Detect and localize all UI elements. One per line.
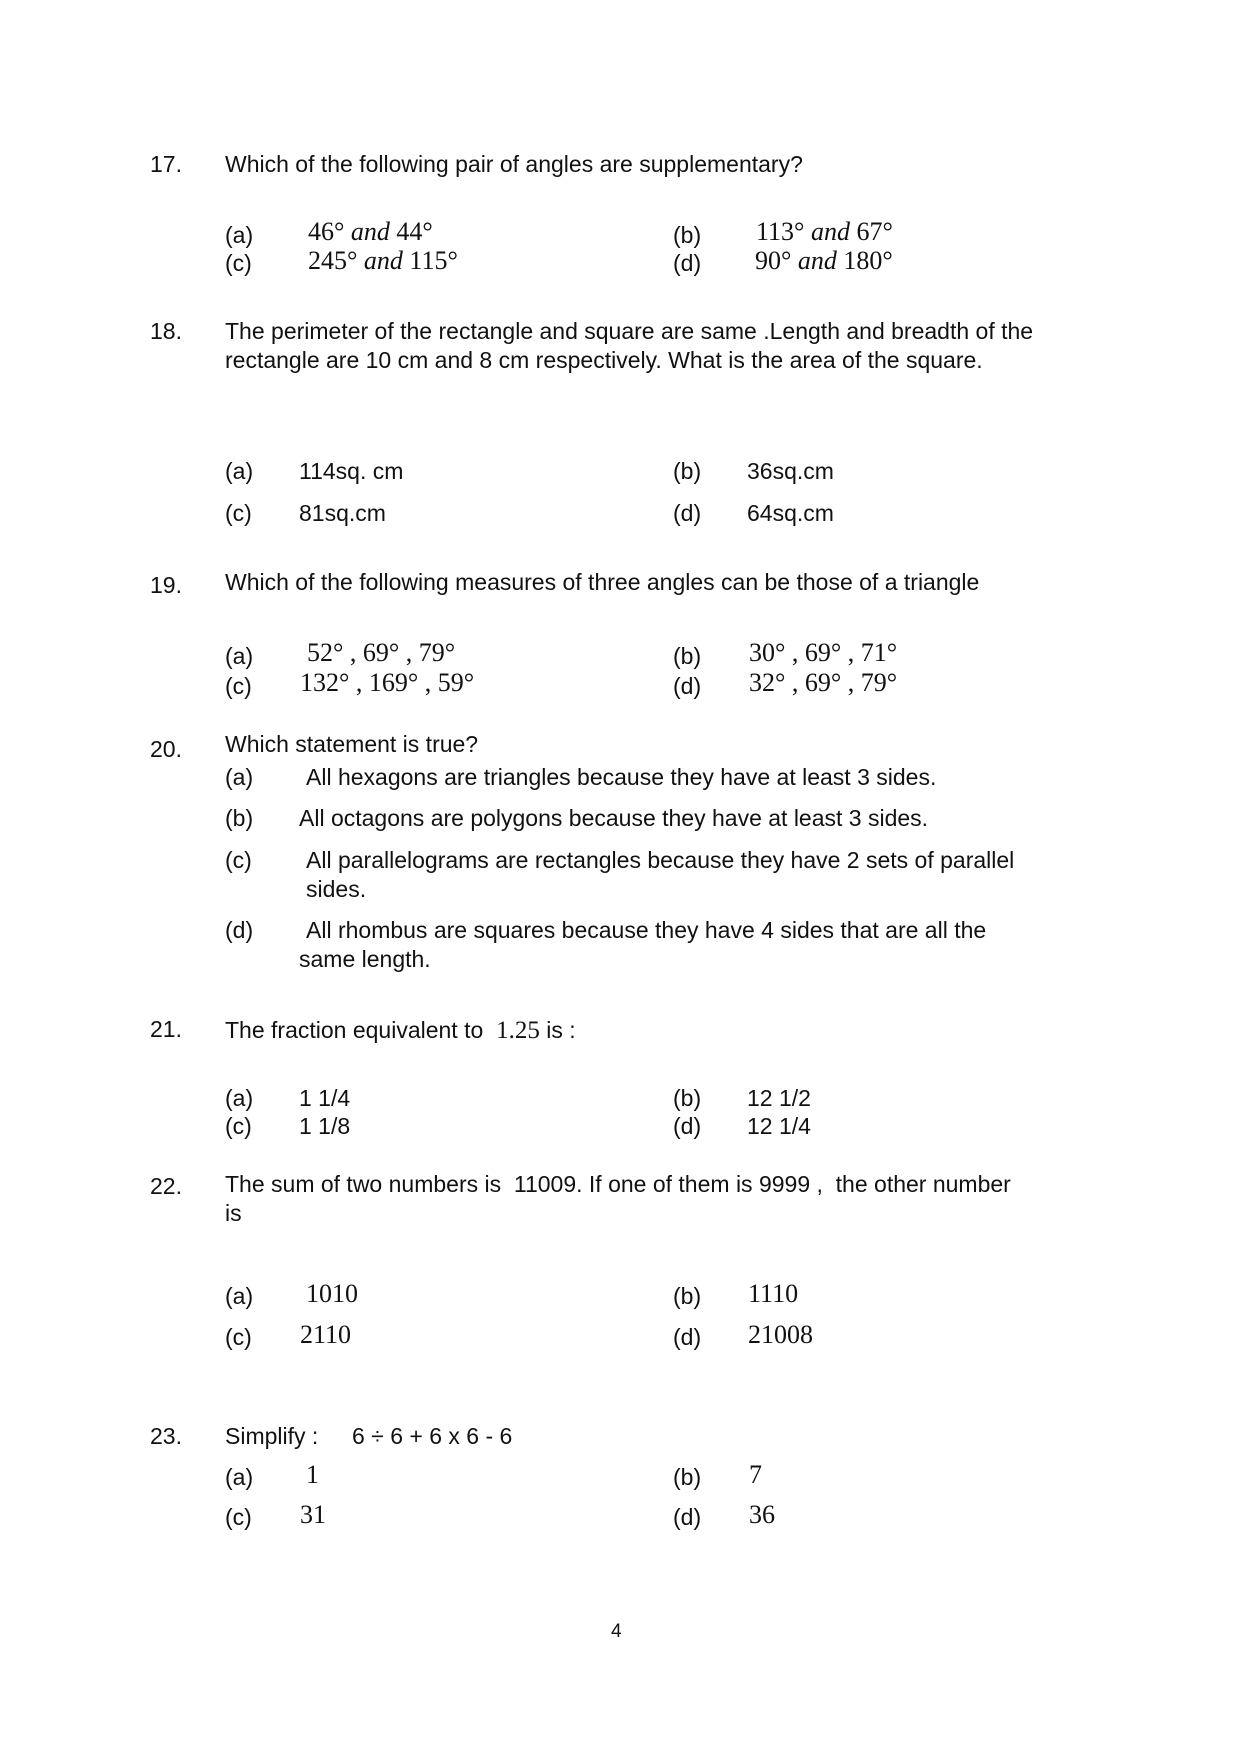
option-value: 36 (749, 1500, 775, 1529)
option-value: All octagons are polygons because they have at least 3 sides. (299, 805, 929, 831)
option-value: 90° and 180° (755, 246, 893, 275)
math-expression: 6 ÷ 6 + 6 x 6 - 6 (352, 1423, 513, 1449)
option-value: 21008 (748, 1320, 813, 1349)
option-value: 113° and 67° (756, 217, 893, 246)
option-label: (d) (673, 1324, 702, 1350)
option-label: (d) (673, 500, 702, 526)
question-number: 17. (150, 151, 182, 177)
option-value: 52° , 69° , 79° (307, 638, 456, 667)
option-label: (c) (225, 1324, 252, 1350)
option-value: 12 1/4 (747, 1113, 811, 1139)
option-value: 1 (306, 1460, 319, 1489)
question-number: 21. (150, 1016, 182, 1042)
option-label: (d) (673, 1113, 702, 1139)
question-text: The fraction equivalent to 1.25 is : (225, 1017, 576, 1044)
question-text: Which statement is true? (225, 731, 479, 757)
question-number: 22. (150, 1173, 182, 1199)
option-value: All parallelograms are rectangles because they have 2 sets of parallel (306, 847, 1015, 873)
option-value: 7 (749, 1460, 762, 1489)
option-label: (a) (225, 458, 254, 484)
option-label: (c) (225, 500, 252, 526)
option-label: (c) (225, 1113, 252, 1139)
option-label: (a) (225, 1085, 254, 1111)
option-value: 132° , 169° , 59° (300, 668, 475, 697)
option-label: (b) (673, 458, 702, 484)
option-value: 1010 (306, 1279, 358, 1308)
question-text: Which of the following measures of three angles can be those of a triangle (225, 569, 980, 595)
question-number: 18. (150, 318, 182, 344)
question-text: The perimeter of the rectangle and square are same .Length and breadth of the rectangle are 10 cm and 8 cm respectively. What is the area of the square. (225, 318, 1034, 373)
option-value: 1 1/4 (299, 1085, 351, 1111)
option-label: (a) (225, 1464, 254, 1490)
option-label: (b) (673, 1085, 702, 1111)
option-value: 36sq.cm (747, 458, 834, 484)
option-value: 245° and 115° (308, 246, 458, 275)
option-label: (c) (225, 250, 252, 276)
option-label: (c) (225, 673, 252, 699)
question-number: 23. (150, 1423, 182, 1449)
option-label: (b) (673, 643, 702, 669)
option-value-continued: same length. (299, 946, 431, 972)
option-label: (c) (225, 1504, 252, 1530)
question-number: 20. (150, 736, 182, 762)
option-value: 1110 (748, 1279, 799, 1308)
option-value: 114sq. cm (299, 458, 404, 484)
option-value: 31 (300, 1500, 326, 1529)
question-text: Simplify : (225, 1423, 319, 1449)
option-label: (d) (225, 917, 254, 943)
option-label: (b) (225, 805, 254, 831)
option-label: (d) (673, 250, 702, 276)
option-value: 1 1/8 (299, 1113, 351, 1139)
question-number: 19. (150, 572, 182, 598)
option-label: (d) (673, 673, 702, 699)
page-number: 4 (611, 1621, 622, 1642)
option-label: (d) (673, 1504, 702, 1530)
option-label: (a) (225, 1283, 254, 1309)
option-value: 81sq.cm (299, 500, 386, 526)
option-value: All hexagons are triangles because they have at least 3 sides. (306, 764, 937, 790)
option-label: (b) (673, 1464, 702, 1490)
option-value: 46° and 44° (308, 217, 433, 246)
option-value-continued: sides. (306, 876, 367, 902)
option-value: 30° , 69° , 71° (749, 638, 898, 667)
option-label: (b) (673, 222, 702, 248)
option-value: 12 1/2 (747, 1085, 811, 1111)
option-value: 64sq.cm (747, 500, 834, 526)
option-label: (a) (225, 222, 254, 248)
option-label: (b) (673, 1283, 702, 1309)
option-label: (a) (225, 643, 254, 669)
option-value: All rhombus are squares because they have 4 sides that are all the (306, 917, 987, 943)
question-text: The sum of two numbers is 11009. If one of them is 9999 , the other number (225, 1171, 1011, 1197)
option-label: (c) (225, 847, 252, 873)
question-text-continued: is (225, 1200, 242, 1226)
question-text: Which of the following pair of angles are supplementary? (225, 151, 803, 177)
option-value: 2110 (300, 1320, 352, 1349)
option-label: (a) (225, 764, 254, 790)
option-value: 32° , 69° , 79° (749, 668, 898, 697)
